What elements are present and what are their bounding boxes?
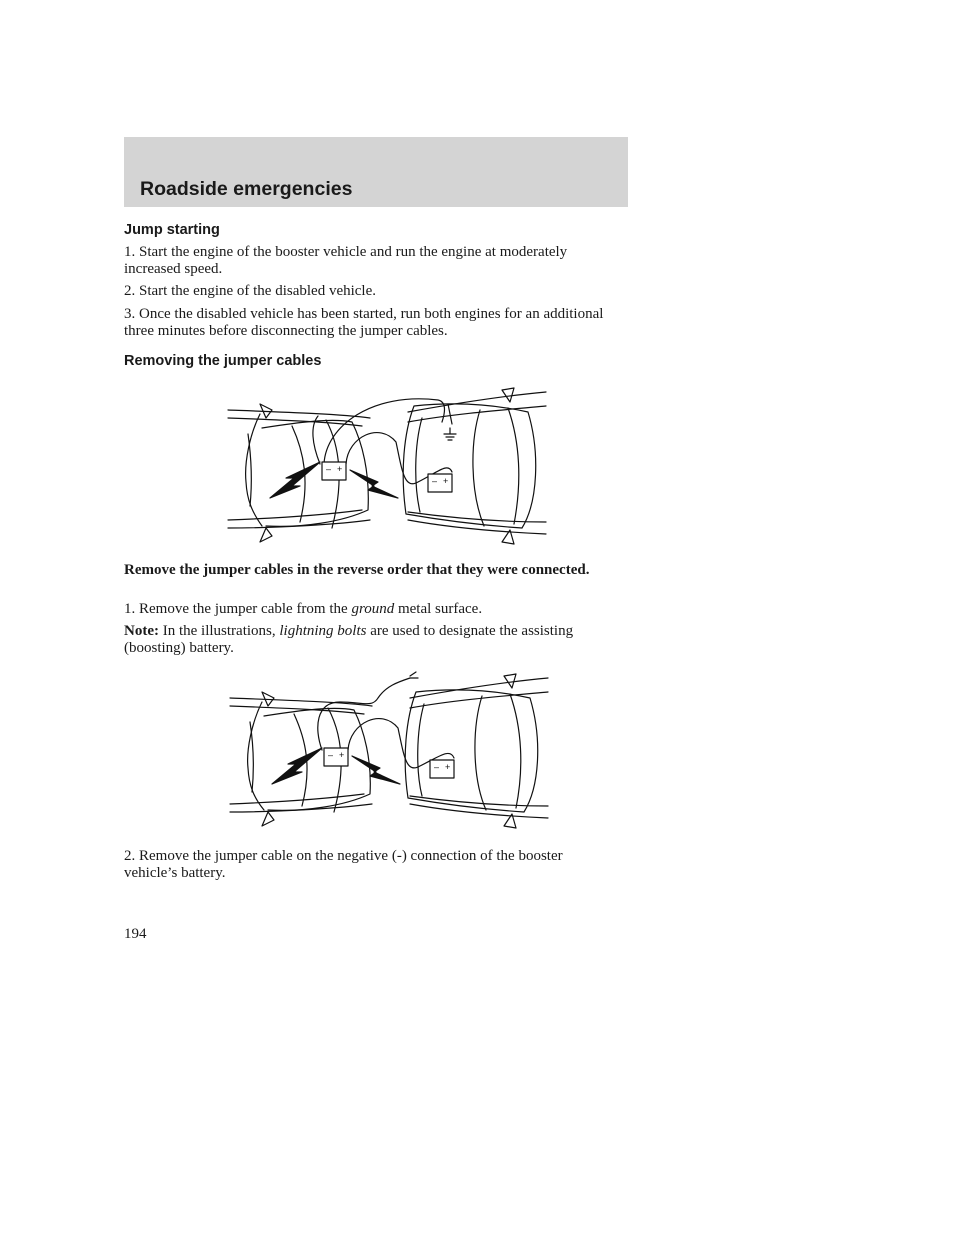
note-paragraph: Note: In the illustrations, lightning bolts are used to designate the assisting (boosting) battery. [124,623,574,656]
section-title: Roadside emergencies [140,178,353,200]
page-number: 194 [124,926,147,942]
svg-text:–: – [432,476,438,486]
lightning-bolt-icon [352,756,400,784]
heading-jump-starting: Jump starting [124,222,220,238]
jump-start-illustration-1 [222,382,558,550]
jump-step-1: 1. Start the engine of the booster vehicle and run the engine at moderately increased speed. [124,244,568,277]
remove-step-2: 2. Remove the jumper cable on the negative (-) connection of the booster vehicle’s battery. [124,848,563,881]
lightning-bolt-icon [350,470,398,498]
disabled-vehicle-drawing [405,674,548,828]
svg-text:+: + [443,476,449,486]
svg-text:+: + [445,762,451,772]
remove-step-1: 1. Remove the jumper cable from the ground metal surface. [124,601,483,617]
jump-step-2: 2. Start the engine of the disabled vehicle. [124,283,377,299]
jump-step-3: 3. Once the disabled vehicle has been started, run both engines for an additional three minutes before disconnecting the jumper cables. [124,306,604,339]
removal-warning: Remove the jumper cables in the reverse order that they were connected. [124,562,590,578]
svg-text:+: + [339,750,345,760]
battery-positive-label: + [337,464,343,474]
battery-negative-label: – [326,464,332,474]
heading-removing-cables: Removing the jumper cables [124,353,322,369]
disabled-vehicle-drawing [403,388,546,544]
lightning-bolt-icon [272,748,322,784]
svg-text:–: – [434,762,440,772]
jump-start-illustration-2 [222,668,558,834]
lightning-bolt-icon [270,462,320,498]
svg-text:–: – [328,750,334,760]
